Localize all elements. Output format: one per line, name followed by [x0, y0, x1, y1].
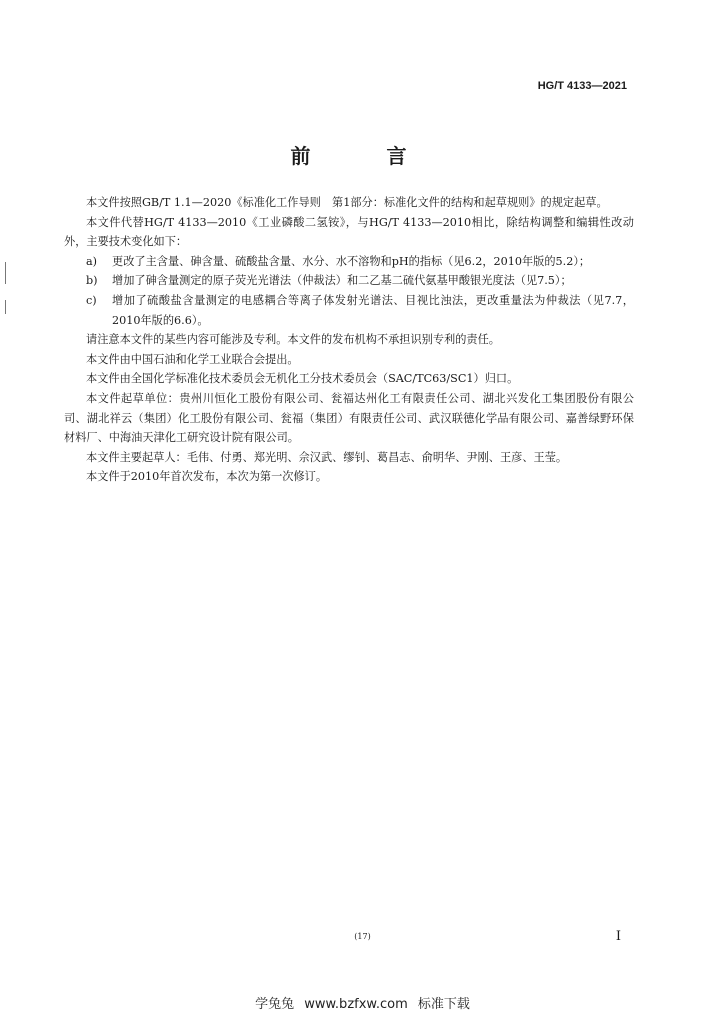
paragraph: 本文件由中国石油和化学工业联合会提出。: [86, 352, 299, 366]
change-item-label: b): [86, 274, 98, 288]
change-item-label: c): [86, 293, 97, 307]
change-item: [64, 252, 634, 272]
change-item: [64, 271, 634, 291]
document-body: [64, 193, 634, 487]
page-title: 前 言: [290, 144, 435, 168]
change-item-text: 更改了主含量、砷含量、硫酸盐含量、水分、水不溶物和pH的指标（见6.2，2010年版的5.2）；: [112, 254, 591, 268]
paragraph: 本文件按照GB/T 1.1—2020《标准化工作导则 第1部分：标准化文件的结构和起草规则》的规定起草。: [86, 196, 608, 209]
watermark-footer: 学兔兔 www.bzfxw.com 标准下载: [255, 997, 470, 1012]
scan-artifact-line: [5, 300, 6, 314]
paragraph: 本文件起草单位：贵州川恒化工股份有限公司、瓮福达州化工有限责任公司、湖北兴发化工集团股份有限公司、湖北祥云（集团）化工股份有限公司、瓮福（集团）有限责任公司、武汉联德化学品有限公司、嘉善绿野环保材料厂、中海油天津化工研究设计院有限公司。: [64, 391, 634, 445]
change-item-label: a): [86, 254, 98, 268]
change-item-text: 增加了硫酸盐含量测定的电感耦合等离子体发射光谱法、目视比浊法，更改重量法为仲裁法（见7.7，2010年版的6.6）。: [112, 293, 634, 327]
paragraph: 本文件主要起草人：毛伟、付勇、郑光明、佘汉武、缪钊、葛昌志、俞明华、尹刚、王彦、王莹。: [86, 450, 568, 464]
paragraph: 本文件由全国化学标准化技术委员会无机化工分技术委员会（SAC/TC63/SC1）归口。: [86, 372, 519, 386]
scan-artifact-line: [5, 262, 6, 284]
change-item-text: 增加了砷含量测定的原子荧光光谱法（仲裁法）和二乙基二硫代氨基甲酸银光度法（见7.5）；: [112, 274, 572, 288]
standard-code: HG/T 4133—2021: [537, 80, 627, 92]
page-number: I: [615, 929, 621, 944]
paragraph: 本文件代替HG/T 4133—2010《工业磷酸二氢铵》，与HG/T 4133—2010相比，除结构调整和编辑性改动外，主要技术变化如下：: [64, 215, 634, 249]
paragraph: 本文件于2010年首次发布，本次为第一次修订。: [86, 470, 328, 484]
page-code: (17): [354, 932, 371, 941]
change-item: [64, 291, 634, 330]
paragraph: 请注意本文件的某些内容可能涉及专利。本文件的发布机构不承担识别专利的责任。: [86, 333, 500, 347]
